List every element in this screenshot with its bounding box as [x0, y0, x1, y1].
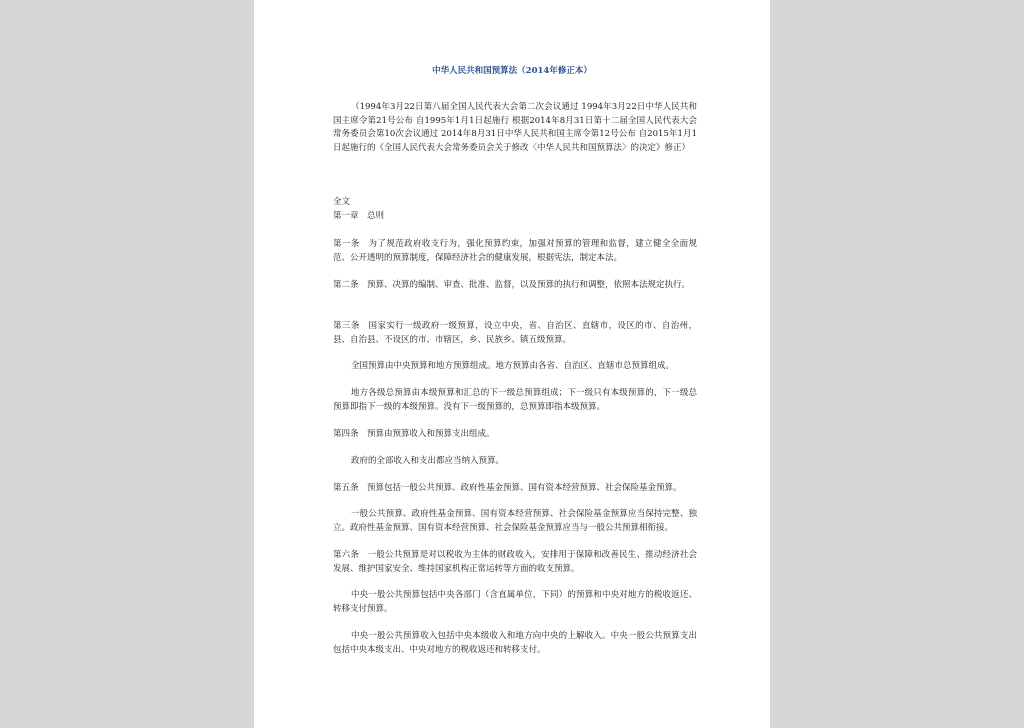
article-6-paragraph-3: 中央一般公共预算收入包括中央本级收入和地方向中央的上解收入。中央一般公共预算支出包括中央本级支出、中央对地方的税收返还和转移支付。: [333, 631, 697, 655]
article-4: 第四条 预算由预算收入和预算支出组成。: [333, 429, 495, 439]
article-4-paragraph-2: 政府的全部收入和支出都应当纳入预算。: [351, 456, 505, 466]
article-5-paragraph-2: 一般公共预算、政府性基金预算、国有资本经营预算、社会保险基金预算应当保持完整、独立。政府性基金预算、国有资本经营预算、社会保险基金预算应当与一般公共预算相衔接。: [333, 509, 697, 533]
document-page: [254, 0, 770, 728]
fulltext-label: 全文: [333, 197, 351, 207]
chapter-heading: 第一章 总则: [333, 211, 385, 221]
article-2: 第二条 预算、决算的编制、审查、批准、监督，以及预算的执行和调整，依照本法规定执行。: [333, 280, 691, 290]
article-6: 第六条 一般公共预算是对以税收为主体的财政收入，安排用于保障和改善民生、推动经济社会发展、维护国家安全、维持国家机构正常运转等方面的收支预算。: [333, 550, 697, 574]
preamble: （1994年3月22日第八届全国人民代表大会第二次会议通过 1994年3月22日中华人民共和国主席令第21号公布 自1995年1月1日起施行 根据2014年8月31日第十二届全国人民代表大会常务委员会第10次会议通过 2014年8月31日中华人民共和国主席令第12号公布 自2015年1月1日起施行的《全国人民代表大会常务委员会关于修改〈中华人民共和国预算法〉的决定》修正）: [333, 102, 697, 153]
article-6-paragraph-2: 中央一般公共预算包括中央各部门（含直属单位，下同）的预算和中央对地方的税收返还、转移支付预算。: [333, 590, 697, 614]
article-3: 第三条 国家实行一级政府一级预算，设立中央，省、自治区、直辖市，设区的市、自治州，县、自治县、不设区的市、市辖区，乡、民族乡、镇五级预算。: [333, 321, 697, 345]
document-title: 中华人民共和国预算法（2014年修正本）: [432, 66, 592, 76]
article-3-paragraph-2: 全国预算由中央预算和地方预算组成。地方预算由各省、自治区、直辖市总预算组成。: [351, 361, 675, 371]
article-3-paragraph-3: 地方各级总预算由本级预算和汇总的下一级总预算组成；下一级只有本级预算的，下一级总预算即指下一级的本级预算。没有下一级预算的，总预算即指本级预算。: [333, 388, 697, 412]
article-1: 第一条 为了规范政府收支行为，强化预算约束，加强对预算的管理和监督，建立健全全面规范、公开透明的预算制度，保障经济社会的健康发展，根据宪法，制定本法。: [333, 239, 697, 263]
article-5: 第五条 预算包括一般公共预算、政府性基金预算、国有资本经营预算、社会保险基金预算。: [333, 483, 682, 493]
